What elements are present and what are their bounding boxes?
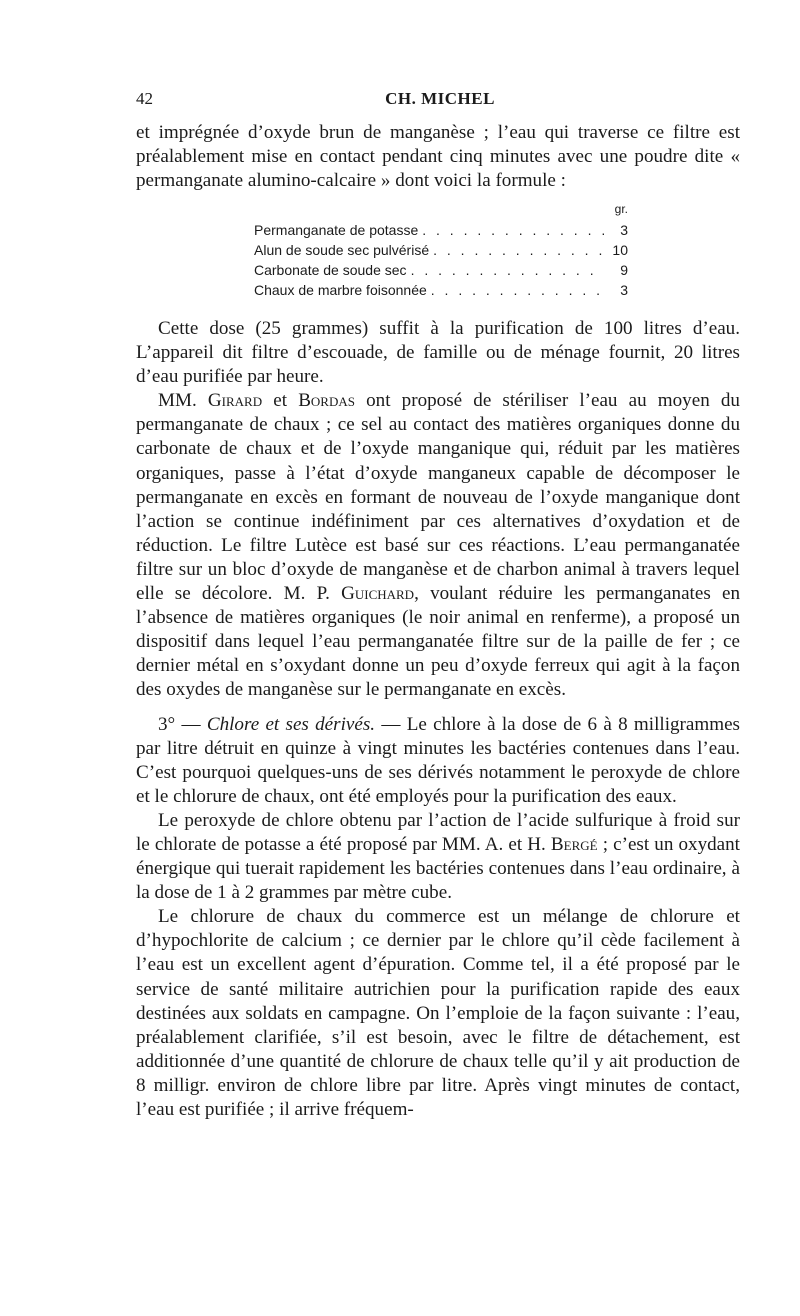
text-run: , voulant réduire les permanganates en l’absence de matières organiques (le noir animal en renferme), a proposé un dispositif dans lequel l’eau permanganatée filtre sur de la paille de fer ; ce dernier métal en s’oxydant donne un peu d’oxyde ferreux qui agit à la façon des oxydes de manganèse sur le permanganate en excès.: [136, 583, 740, 701]
author-name: Guichard: [341, 583, 415, 605]
formula-amount: 10: [612, 242, 628, 258]
dot-leaders: [429, 240, 604, 260]
author-name: Bordas: [298, 390, 355, 412]
formula-ingredient: Alun de soude sec pulvérisé: [254, 242, 430, 258]
text-run: Le peroxyde de chlore obtenu par l’action de l’acide sulfurique à froid sur le chlorate de potasse a été proposé par MM. A. et H.: [136, 809, 740, 855]
formula-table: [254, 202, 628, 300]
intro-paragraph: et imprégnée d’oxyde brun de manganèse ; l’eau qui traverse ce filtre est préalablement mise en contact pendant cinq minutes avec une poudre dite « permanganate alumino-calcaire » dont voici la formule :: [136, 122, 740, 192]
paragraph-dose: Cette dose (25 grammes) suffit à la purification de 100 litres d’eau. L’appareil dit filtre d’escouade, de famille ou de ménage fournit, 20 litres d’eau purifiée par heure.: [136, 318, 740, 388]
author-name: Girard: [207, 390, 263, 412]
text-run: et: [262, 390, 299, 412]
formula-row: [254, 240, 628, 260]
paragraph-chlorure: Le chlorure de chaux du commerce est un mélange de chlorure et d’hypochlorite de calcium ; ce dernier par le chlore qu’il cède facilement à l’eau est un excellent agent d’épuration. Comme tel, il a été proposé par le service de santé militaire autrichien pour la purification rapide des eaux destinées aux soldats en campagne. On l’emploie de la façon suivante : l’eau, préalablement clarifiée, s’il est besoin, avec le filtre de détachement, est additionnée d’une quantité de chlorure de chaux telle qu’il y ait production de 8 milligr. environ de chlore libre par litre. Après vingt minutes de contact, l’eau est purifiée ; il arrive fréquem-: [136, 906, 740, 1120]
body-text: [136, 317, 740, 1122]
page-number: 42: [136, 89, 153, 108]
section-heading: Chlore et ses dérivés.: [206, 713, 376, 735]
formula-ingredient: Permanganate de potasse: [254, 222, 419, 238]
dot-leaders: [418, 220, 604, 240]
text-run: ont proposé de stériliser l’eau au moyen du permanganate de chaux ; ce sel au contact des matières organiques donne du carbonate de chaux et de l’oxyde manganique qui, réduit par les matières organiques, passe à l’état d’oxyde manganeux capable de décomposer le permanganate en excès en formant de nouveau de l’oxyde manganique dont l’action se continue indéfiniment par ces alternatives d’oxydation et de réduction. Le filtre Lutèce est basé sur ces réactions. L’eau permanganatée filtre sur un bloc d’oxyde de manganèse et de charbon animal à travers lequel elle se décolore. M. P.: [136, 390, 740, 605]
formula-row: [254, 220, 628, 240]
intro-paragraph-block: [136, 121, 740, 193]
text-run: ; c’est un oxydant énergique qui tuerait rapidement les bactéries contenues dans l’eau ordinaire, à la dose de 1 à 2 grammes par mètre cube.: [136, 833, 740, 904]
formula-unit: gr.: [614, 202, 628, 216]
formula-ingredient: Carbonate de soude sec: [254, 262, 407, 278]
dot-leaders: [427, 280, 604, 300]
running-title: CH. MICHEL: [385, 89, 495, 108]
formula-amount: 3: [620, 282, 628, 298]
text-run: MM.: [158, 390, 208, 412]
formula-ingredient: Chaux de marbre foisonnée: [254, 282, 427, 298]
formula-row: [254, 280, 628, 300]
author-name: Bergé: [550, 833, 598, 855]
dot-leaders: [407, 260, 604, 280]
section-number: 3° —: [158, 713, 207, 735]
formula-amount: 9: [620, 262, 628, 278]
paragraph-peroxyde: [136, 809, 740, 905]
page-header: [136, 89, 744, 113]
paragraph-permanganate: [136, 389, 740, 702]
formula-amount: 3: [620, 222, 628, 238]
paragraph-chlore: [136, 713, 740, 809]
formula-row: [254, 260, 628, 280]
text-run: — Le chlore à la dose de 6 à 8 milligrammes par litre détruit en quinze à vingt minutes les bactéries contenues dans l’eau. C’est pourquoi quelques-uns de ses dérivés notamment le peroxyde de chlore et le chlorure de chaux, ont été employés pour la purification des eaux.: [136, 713, 740, 807]
